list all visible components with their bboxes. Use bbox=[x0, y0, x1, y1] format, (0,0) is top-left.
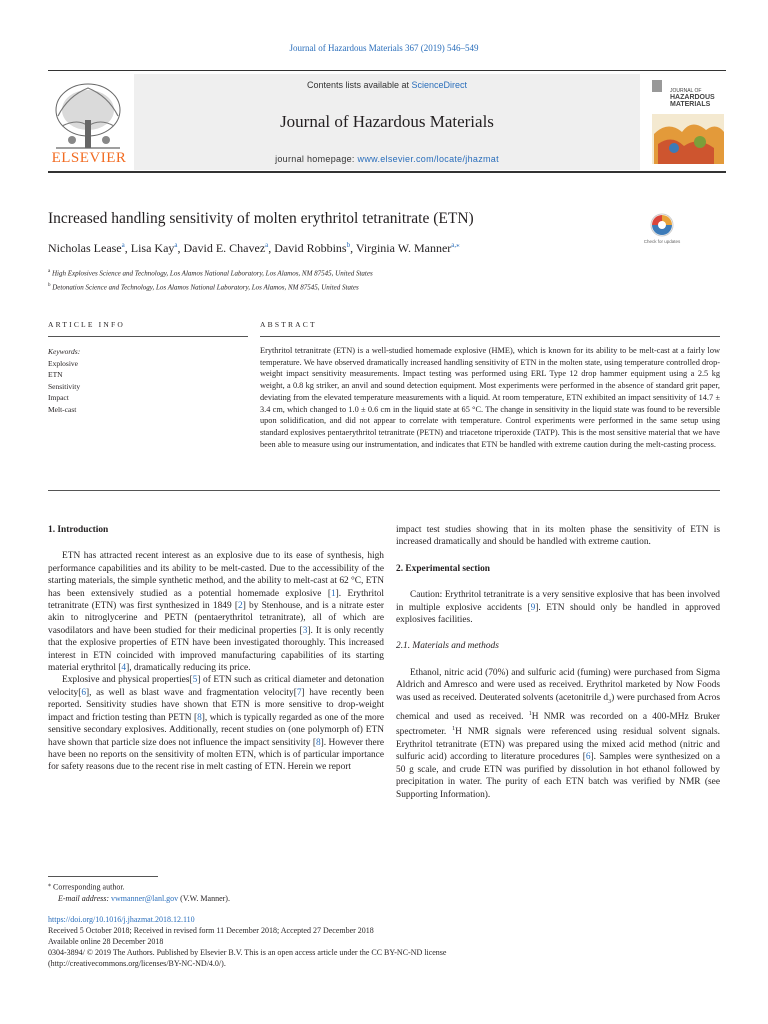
citation-link[interactable]: 6 bbox=[585, 752, 591, 763]
masthead-top-rule bbox=[48, 70, 726, 71]
check-for-updates-button[interactable] bbox=[643, 212, 681, 252]
author-affil-mark[interactable]: a bbox=[121, 241, 125, 249]
email-note: E-mail address: vwmanner@lanl.gov (V.W. Manner). bbox=[58, 893, 230, 903]
citation-link[interactable]: 9 bbox=[530, 602, 536, 613]
cover-title-line2: HAZARDOUS bbox=[670, 94, 715, 101]
affiliation-mark: a bbox=[48, 269, 51, 274]
paragraph: Caution: Erythritol tetranitrate is a very sensitive explosive that has been involved in multiple explosive accidents [9]. ETN should only be handled in approved explosives facilities. bbox=[396, 590, 721, 626]
sciencedirect-link[interactable]: ScienceDirect bbox=[411, 80, 468, 90]
keyword-item: Melt-cast bbox=[48, 404, 77, 414]
contents-prefix: Contents lists available at bbox=[306, 80, 412, 90]
keyword-item: Explosive bbox=[48, 358, 78, 368]
journal-cover-thumbnail bbox=[648, 74, 724, 170]
journal-name: Journal of Hazardous Materials bbox=[280, 112, 494, 131]
crossmark-icon bbox=[643, 212, 681, 252]
contents-available-line bbox=[134, 80, 640, 90]
doi-link[interactable]: https://doi.org/10.1016/j.jhazmat.2018.12.110 bbox=[48, 915, 195, 924]
keyword-item: ETN bbox=[48, 370, 63, 380]
abstract-rule bbox=[260, 336, 720, 337]
author-affil-mark[interactable]: a bbox=[265, 241, 269, 249]
keyword-item: Sensitivity bbox=[48, 381, 81, 391]
journal-masthead bbox=[48, 70, 726, 173]
affiliation-text: Detonation Science and Technology, Los Alamos National Laboratory, Los Alamos, NM 87545, United States bbox=[52, 283, 359, 292]
affiliation-mark: b bbox=[48, 282, 51, 288]
citation-link[interactable]: 8 bbox=[197, 712, 202, 723]
abstract-text: Erythritol tetranitrate (ETN) is a well-studied homemade explosive (HME), which is known for its ability to be melt-cast at a fairly low temperature. We have observed dramatically increased handling sensitivity of ETN in the molten state, using temperature controlled drop-weight impact sensitivity measurements. Impact testing was performed using ERL Type 12 drop hammer equipment using a 2.5 kg weight, a 0.8 kg striker, an anvil and sound detection equipment. Most experiments were performed in the absence of standard grit paper, deviating from the elevated temperature measurements with a liquid. At room temperature, ETN exhibited an impact sensitivity of 14.7 ± 3.4 cm, which changed to 1.0 ± 0.6 cm in the liquid state at 65 °C. The change in sensitivity in the liquid state was found to be reversible upon solidification, and did not appear to correlate with temperature. Control experiments were performed in the same setup using standard explosives pentaerythritol tetranitrate (PETN) and triacetone triperoxide (TATP). This is the most sensitive material that we have been able to measure using our instrumentation, and indicates that ETN be handled with extreme caution during the melt-casting process. bbox=[260, 346, 720, 449]
body-column-left bbox=[48, 524, 384, 774]
crossmark-label: Check for updates bbox=[643, 239, 681, 244]
affiliation-text: High Explosives Science and Technology, Los Alamos National Laboratory, Los Alamos, NM 87545, United States bbox=[51, 269, 373, 278]
journal-homepage-line bbox=[134, 154, 640, 164]
section-heading-experimental: 2. Experimental section bbox=[396, 563, 490, 574]
citation-link[interactable]: 1 bbox=[330, 588, 336, 599]
affiliations bbox=[48, 266, 373, 294]
keywords-block bbox=[48, 346, 80, 416]
citation-link[interactable]: 7 bbox=[296, 687, 302, 698]
author-name[interactable]: David E. Chavez bbox=[183, 241, 266, 255]
abstract-heading: ABSTRACT bbox=[260, 320, 317, 329]
author-name[interactable]: David Robbins bbox=[274, 241, 347, 255]
affiliation-item bbox=[48, 266, 373, 280]
author-affil-mark[interactable]: b bbox=[346, 241, 351, 249]
homepage-prefix: journal homepage: bbox=[275, 154, 358, 164]
author-name[interactable]: Virginia W. Manner bbox=[355, 241, 452, 255]
citation-link[interactable]: 5 bbox=[192, 675, 198, 686]
author-affil-mark[interactable]: a,⁎ bbox=[451, 241, 460, 249]
article-title: Increased handling sensitivity of molten erythritol tetranitrate (ETN) bbox=[48, 210, 474, 227]
publication-info bbox=[48, 914, 728, 969]
keywords-label: Keywords: bbox=[48, 347, 81, 356]
cover-title-line1: JOURNAL OF bbox=[670, 88, 702, 94]
paragraph: impact test studies showing that in its molten phase the sensitivity of ETN is increased dramatically and should be handled with extreme caution. bbox=[396, 525, 720, 548]
masthead-bottom-rule bbox=[48, 171, 726, 173]
article-info-rule bbox=[48, 336, 248, 337]
author-name[interactable]: Nicholas Lease bbox=[48, 241, 122, 255]
citation-link[interactable]: 4 bbox=[121, 663, 127, 674]
citation-link[interactable]: 3 bbox=[302, 625, 308, 636]
affiliation-item bbox=[48, 280, 373, 294]
paragraph: ETN has attracted recent interest as an explosive due to its ease of synthesis, high performance capabilities and its ability to be melt-casted. Due to the accessibility of the starting materials, the simple synthetic method, and the ability to melt-cast at 62 °C, ETN has been extensively studied as a potential homemade explosive [1]. Erythritol tetranitrate (ETN) was first synthesized in 1849 [2] by Stenhouse, and is a nitrate ester akin to nitroglycerine and PETN (pentaerythritol tetranitrate), all of which are vasodilators and have been studied for their medicinal properties [3]. It is only recently that the explosive properties of ETN have been investigated thoroughly. This increased interest in ETN coincided with improved manufacturing capabilities of its starting material erythritol [4], dramatically reducing its price. bbox=[48, 551, 384, 674]
license-url: (http://creativecommons.org/licenses/BY-NC-ND/4.0/). bbox=[48, 959, 226, 968]
journal-homepage-link[interactable]: www.elsevier.com/locate/jhazmat bbox=[357, 154, 499, 164]
cover-title-lines bbox=[670, 94, 715, 108]
author-affil-mark[interactable]: a bbox=[174, 241, 178, 249]
subsection-heading-materials: 2.1. Materials and methods bbox=[396, 641, 499, 652]
body-column-right bbox=[396, 524, 720, 801]
paragraph: Ethanol, nitric acid (70%) and sulfuric acid (fuming) were purchased from Sigma Aldrich and Amresco and were used as received. Erythritol marketed by Now Foods was used as received. Deuterated solvents (acetonitrile $d_3$) were purchased from Acros chemical and used as received. $^1$H NMR was recorded on a 400-MHz Bruker spectrometer. $^1$H NMR signals were referenced using residual solvent signals. Erythritol tetranitrate (ETN) was prepared using the mixed acid method (nitric and sulfuric acid) according to literature procedures [6]. Samples were synthesized on a 50 g scale, and crude ETN was purified by dissolution in hot ethanol followed by precipitation in water. The purity of each ETN batch was verified by NMR (see Supporting Information). bbox=[396, 667, 720, 800]
cover-title-line3: MATERIALS bbox=[670, 101, 711, 108]
elsevier-wordmark: ELSEVIER bbox=[51, 150, 127, 166]
section-heading-introduction: 1. Introduction bbox=[48, 525, 109, 535]
abstract-bottom-rule bbox=[48, 490, 720, 491]
paragraph: Explosive and physical properties[5] of ETN such as critical diameter and detonation velocity[6], as well as blast wave and fragmentation velocity[7] have recently been reported. Sensitivity studies have shown that ETN is more sensitive to drop-weight impact and friction testing than PETN [8], which is typically regarded as one of the more sensitive secondary explosives. Additionally, recent studies on (one polymorph of) ETN have shown that particle size does not influence the impact sensitivity [8]. However there have been no reports on the sensitivity of molten ETN, which is of particular importance for safety reasons due to the recent rise in melt casting of ETN. Herein we report bbox=[48, 675, 385, 773]
corresponding-author-note: ⁎ Corresponding author. bbox=[48, 882, 125, 892]
author-email-link[interactable]: vwmanner@lanl.gov bbox=[111, 893, 179, 903]
license-line: 0304-3894/ © 2019 The Authors. Published by Elsevier B.V. This is an open access article under the CC BY-NC-ND license bbox=[48, 948, 447, 957]
journal-citation[interactable]: Journal of Hazardous Materials 367 (2019) 546–549 bbox=[289, 43, 479, 53]
citation-link[interactable]: 2 bbox=[238, 601, 243, 612]
received-dates: Received 5 October 2018; Received in revised form 11 December 2018; Accepted 27 December 2018 bbox=[48, 926, 374, 935]
footnote-rule bbox=[48, 876, 158, 877]
citation-link[interactable]: 8 bbox=[315, 737, 321, 748]
footnotes bbox=[48, 880, 230, 904]
citation-link[interactable]: 6 bbox=[81, 687, 87, 698]
article-info-heading: ARTICLE INFO bbox=[48, 320, 125, 329]
author-name[interactable]: Lisa Kay bbox=[130, 241, 175, 255]
available-online-date: Available online 28 December 2018 bbox=[48, 937, 164, 946]
keyword-item: Impact bbox=[48, 393, 69, 403]
author-list: Nicholas Lease$^a$, Lisa Kay$^a$, David E. Chavez$^a$, David Robbins$^b$, Virginia W. Manner$^{a,⁎}$ bbox=[48, 241, 460, 255]
masthead-center-panel bbox=[134, 74, 640, 170]
